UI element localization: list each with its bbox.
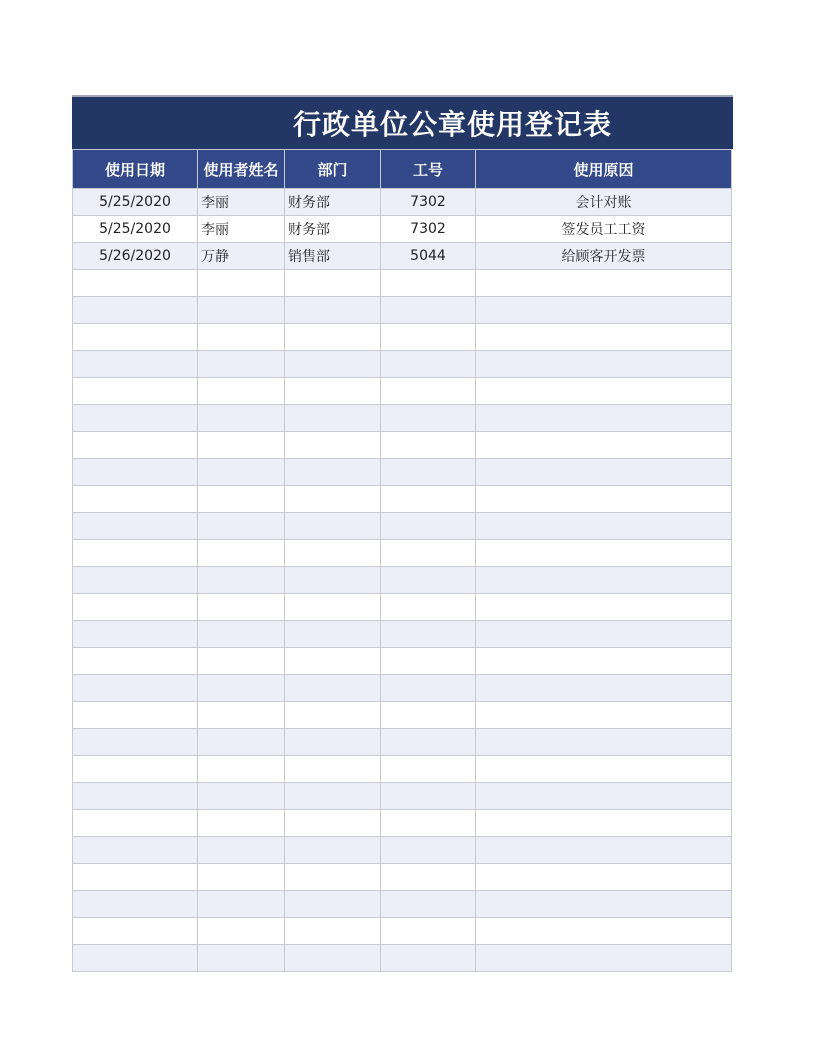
department-cell[interactable]	[285, 378, 381, 405]
reason-cell[interactable]: 签发员工工资	[476, 216, 732, 243]
date-cell[interactable]	[73, 432, 198, 459]
date-cell[interactable]	[73, 513, 198, 540]
reason-cell[interactable]	[476, 594, 732, 621]
department-cell[interactable]	[285, 432, 381, 459]
date-cell[interactable]	[73, 945, 198, 972]
department-cell[interactable]: 销售部	[285, 243, 381, 270]
table-row	[73, 567, 732, 594]
reason-cell[interactable]	[476, 405, 732, 432]
user-name-cell[interactable]	[198, 378, 285, 405]
user-name-cell[interactable]	[198, 486, 285, 513]
date-cell[interactable]	[73, 702, 198, 729]
table-row	[73, 594, 732, 621]
employee-id-cell[interactable]	[381, 945, 476, 972]
employee-id-cell[interactable]	[381, 378, 476, 405]
user-name-cell[interactable]	[198, 540, 285, 567]
user-name-cell[interactable]	[198, 891, 285, 918]
user-name-cell[interactable]	[198, 513, 285, 540]
reason-cell[interactable]	[476, 756, 732, 783]
reason-cell[interactable]	[476, 864, 732, 891]
date-cell[interactable]	[73, 621, 198, 648]
reason-cell[interactable]	[476, 621, 732, 648]
employee-id-cell[interactable]	[381, 297, 476, 324]
reason-cell[interactable]	[476, 540, 732, 567]
department-cell[interactable]	[285, 918, 381, 945]
date-cell[interactable]	[73, 324, 198, 351]
date-cell[interactable]	[73, 297, 198, 324]
employee-id-cell[interactable]	[381, 810, 476, 837]
user-name-cell[interactable]	[198, 783, 285, 810]
employee-id-cell[interactable]	[381, 351, 476, 378]
department-cell[interactable]	[285, 945, 381, 972]
employee-id-cell[interactable]: 7302	[381, 189, 476, 216]
department-cell[interactable]	[285, 864, 381, 891]
column-header-user-name[interactable]: 使用者姓名	[198, 150, 285, 189]
department-cell[interactable]	[285, 486, 381, 513]
user-name-cell[interactable]: 万静	[198, 243, 285, 270]
user-name-cell[interactable]	[198, 324, 285, 351]
department-cell[interactable]	[285, 567, 381, 594]
date-cell[interactable]: 5/25/2020	[73, 189, 198, 216]
user-name-cell[interactable]	[198, 567, 285, 594]
department-cell[interactable]	[285, 405, 381, 432]
user-name-cell[interactable]	[198, 270, 285, 297]
employee-id-cell[interactable]	[381, 729, 476, 756]
user-name-cell[interactable]	[198, 459, 285, 486]
employee-id-cell[interactable]	[381, 432, 476, 459]
user-name-cell[interactable]	[198, 621, 285, 648]
table-header	[73, 150, 732, 189]
employee-id-cell[interactable]: 7302	[381, 216, 476, 243]
employee-id-cell[interactable]	[381, 891, 476, 918]
department-cell[interactable]	[285, 675, 381, 702]
date-cell[interactable]	[73, 540, 198, 567]
date-cell[interactable]	[73, 459, 198, 486]
table-row	[73, 702, 732, 729]
table-row	[73, 810, 732, 837]
user-name-cell[interactable]	[198, 351, 285, 378]
date-cell[interactable]	[73, 405, 198, 432]
department-cell[interactable]	[285, 594, 381, 621]
table-row	[73, 540, 732, 567]
reason-cell[interactable]	[476, 945, 732, 972]
column-header-employee-id[interactable]: 工号	[381, 150, 476, 189]
department-cell[interactable]	[285, 621, 381, 648]
table-row	[73, 756, 732, 783]
column-header-reason[interactable]: 使用原因	[476, 150, 732, 189]
department-cell[interactable]	[285, 297, 381, 324]
department-cell[interactable]	[285, 513, 381, 540]
reason-cell[interactable]	[476, 567, 732, 594]
reason-cell[interactable]	[476, 891, 732, 918]
user-name-cell[interactable]	[198, 837, 285, 864]
table-row	[73, 918, 732, 945]
reason-cell[interactable]	[476, 378, 732, 405]
employee-id-cell[interactable]	[381, 405, 476, 432]
employee-id-cell[interactable]	[381, 864, 476, 891]
table-row	[73, 648, 732, 675]
department-cell[interactable]	[285, 648, 381, 675]
table-row	[73, 513, 732, 540]
date-cell[interactable]: 5/26/2020	[73, 243, 198, 270]
employee-id-cell[interactable]	[381, 621, 476, 648]
date-cell[interactable]	[73, 729, 198, 756]
department-cell[interactable]: 财务部	[285, 216, 381, 243]
employee-id-cell[interactable]	[381, 270, 476, 297]
reason-cell[interactable]	[476, 270, 732, 297]
date-cell[interactable]	[73, 594, 198, 621]
user-name-cell[interactable]	[198, 594, 285, 621]
date-cell[interactable]	[73, 351, 198, 378]
employee-id-cell[interactable]: 5044	[381, 243, 476, 270]
employee-id-cell[interactable]	[381, 540, 476, 567]
reason-cell[interactable]	[476, 837, 732, 864]
date-cell[interactable]	[73, 270, 198, 297]
column-header-department[interactable]: 部门	[285, 150, 381, 189]
user-name-cell[interactable]	[198, 810, 285, 837]
employee-id-cell[interactable]	[381, 675, 476, 702]
department-cell[interactable]	[285, 351, 381, 378]
employee-id-cell[interactable]	[381, 837, 476, 864]
reason-cell[interactable]	[476, 675, 732, 702]
table-row	[73, 486, 732, 513]
table-body	[73, 189, 732, 972]
date-cell[interactable]	[73, 837, 198, 864]
table-row	[73, 324, 732, 351]
date-cell[interactable]	[73, 567, 198, 594]
table-row	[73, 216, 732, 243]
column-header-date[interactable]: 使用日期	[73, 150, 198, 189]
user-name-cell[interactable]	[198, 675, 285, 702]
table-row	[73, 243, 732, 270]
employee-id-cell[interactable]	[381, 594, 476, 621]
department-cell[interactable]	[285, 459, 381, 486]
sheet-title: 行政单位公章使用登记表	[72, 95, 733, 149]
reason-cell[interactable]	[476, 783, 732, 810]
table-row	[73, 783, 732, 810]
reason-cell[interactable]	[476, 324, 732, 351]
reason-cell[interactable]: 会计对账	[476, 189, 732, 216]
employee-id-cell[interactable]	[381, 324, 476, 351]
employee-id-cell[interactable]	[381, 648, 476, 675]
date-cell[interactable]	[73, 756, 198, 783]
department-cell[interactable]	[285, 702, 381, 729]
user-name-cell[interactable]	[198, 756, 285, 783]
user-name-cell[interactable]	[198, 729, 285, 756]
user-name-cell[interactable]	[198, 405, 285, 432]
employee-id-cell[interactable]	[381, 513, 476, 540]
department-cell[interactable]	[285, 783, 381, 810]
table-row	[73, 459, 732, 486]
register-table	[72, 149, 732, 972]
date-cell[interactable]	[73, 891, 198, 918]
user-name-cell[interactable]	[198, 297, 285, 324]
table-row	[73, 864, 732, 891]
reason-cell[interactable]	[476, 486, 732, 513]
user-name-cell[interactable]	[198, 702, 285, 729]
table-row	[73, 945, 732, 972]
reason-cell[interactable]: 给顾客开发票	[476, 243, 732, 270]
employee-id-cell[interactable]	[381, 756, 476, 783]
table-row	[73, 270, 732, 297]
user-name-cell[interactable]	[198, 945, 285, 972]
reason-cell[interactable]	[476, 648, 732, 675]
table-row	[73, 405, 732, 432]
date-cell[interactable]	[73, 648, 198, 675]
reason-cell[interactable]	[476, 351, 732, 378]
date-cell[interactable]	[73, 810, 198, 837]
table-row	[73, 378, 732, 405]
date-cell[interactable]	[73, 864, 198, 891]
table-row	[73, 297, 732, 324]
user-name-cell[interactable]	[198, 648, 285, 675]
table-row	[73, 351, 732, 378]
department-cell[interactable]	[285, 837, 381, 864]
date-cell[interactable]	[73, 378, 198, 405]
date-cell[interactable]: 5/25/2020	[73, 216, 198, 243]
reason-cell[interactable]	[476, 729, 732, 756]
user-name-cell[interactable]: 李丽	[198, 189, 285, 216]
date-cell[interactable]	[73, 783, 198, 810]
table-row	[73, 891, 732, 918]
department-cell[interactable]	[285, 540, 381, 567]
table-row	[73, 189, 732, 216]
employee-id-cell[interactable]	[381, 486, 476, 513]
employee-id-cell[interactable]	[381, 702, 476, 729]
date-cell[interactable]	[73, 918, 198, 945]
employee-id-cell[interactable]	[381, 783, 476, 810]
reason-cell[interactable]	[476, 918, 732, 945]
department-cell[interactable]	[285, 891, 381, 918]
date-cell[interactable]	[73, 675, 198, 702]
employee-id-cell[interactable]	[381, 567, 476, 594]
reason-cell[interactable]	[476, 702, 732, 729]
user-name-cell[interactable]	[198, 432, 285, 459]
user-name-cell[interactable]	[198, 918, 285, 945]
reason-cell[interactable]	[476, 297, 732, 324]
date-cell[interactable]	[73, 486, 198, 513]
register-sheet	[72, 95, 733, 972]
table-row	[73, 432, 732, 459]
table-row	[73, 675, 732, 702]
user-name-cell[interactable]: 李丽	[198, 216, 285, 243]
employee-id-cell[interactable]	[381, 459, 476, 486]
employee-id-cell[interactable]	[381, 918, 476, 945]
table-row	[73, 621, 732, 648]
reason-cell[interactable]	[476, 432, 732, 459]
department-cell[interactable]	[285, 729, 381, 756]
department-cell[interactable]	[285, 756, 381, 783]
reason-cell[interactable]	[476, 810, 732, 837]
department-cell[interactable]: 财务部	[285, 189, 381, 216]
department-cell[interactable]	[285, 270, 381, 297]
user-name-cell[interactable]	[198, 864, 285, 891]
department-cell[interactable]	[285, 810, 381, 837]
reason-cell[interactable]	[476, 459, 732, 486]
department-cell[interactable]	[285, 324, 381, 351]
table-row	[73, 837, 732, 864]
reason-cell[interactable]	[476, 513, 732, 540]
table-row	[73, 729, 732, 756]
